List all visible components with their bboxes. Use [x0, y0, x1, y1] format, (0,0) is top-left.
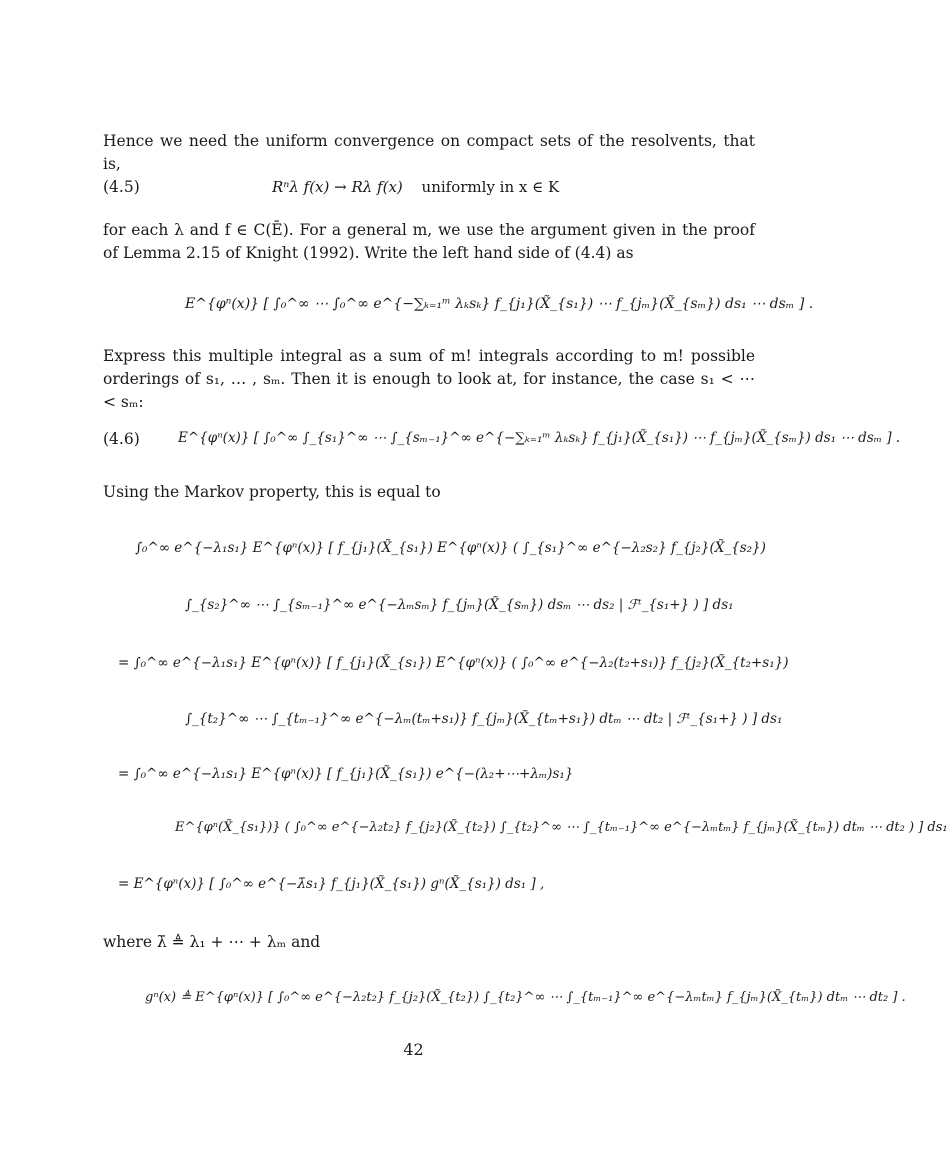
- intro-paragraph: Hence we need the uniform convergence on compact sets of the resolvents, that is,: [103, 132, 755, 173]
- paragraph-orderings: Express this multiple integral as a sum of m! integrals according to m! possible orderings of s₁, … , sₘ. Then it is enough to look at, for instance, the case s₁ < ⋯ < sₘ:: [103, 347, 755, 411]
- derivation-line-7: = E^{φⁿ(x)} [ ∫₀^∞ e^{−λ̄s₁} f_{j₁}(X̃_{s₁}) gⁿ(X̃_{s₁}) ds₁ ] ,: [118, 876, 545, 892]
- derivation-line-2: ∫_{s₂}^∞ ⋯ ∫_{sₘ₋₁}^∞ e^{−λₘsₘ} f_{jₘ}(X̃_{sₘ}) dsₘ ⋯ ds₂ | ℱᵗ_{s₁+} ) ] ds₁: [185, 597, 734, 613]
- derivation-line-4: ∫_{t₂}^∞ ⋯ ∫_{tₘ₋₁}^∞ e^{−λₘ(tₘ+s₁)} f_{jₘ}(X̃_{tₘ+s₁}) dtₘ ⋯ dt₂ | ℱᵗ_{s₁+} ) ] ds₁: [185, 711, 783, 727]
- page-number: 42: [403, 1040, 424, 1059]
- equation-4-5: [272, 178, 559, 196]
- derivation-line-6: E^{φⁿ(X̃_{s₁})} ( ∫₀^∞ e^{−λ₂t₂} f_{j₂}(X̃_{t₂}) ∫_{t₂}^∞ ⋯ ∫_{tₘ₋₁}^∞ e^{−λₘtₘ} f_{jₘ}(X̃_{tₘ}) dtₘ ⋯ dt₂ ) ] ds₁: [175, 820, 948, 835]
- equation-number-4-5: (4.5): [103, 178, 140, 196]
- paragraph-markov: Using the Markov property, this is equal to: [103, 483, 441, 501]
- paragraph-lemma-reference: for each λ and f ∈ C(Ē). For a general m, we use the argument given in the proof of Lemma 2.15 of Knight (1992). Write the left hand side of (4.4) as: [103, 221, 755, 262]
- derivation-line-5: = ∫₀^∞ e^{−λ₁s₁} E^{φⁿ(x)} [ f_{j₁}(X̃_{s₁}) e^{−(λ₂+⋯+λₘ)s₁}: [118, 766, 574, 782]
- equation-number-4-6: (4.6): [103, 430, 140, 448]
- equation-4-6: E^{φⁿ(x)} [ ∫₀^∞ ∫_{s₁}^∞ ⋯ ∫_{sₘ₋₁}^∞ e^{−∑ₖ₌₁ᵐ λₖsₖ} f_{j₁}(X̃_{s₁}) ⋯ f_{jₘ}(X̃_{sₘ}) ds₁ ⋯ dsₘ ] .: [178, 430, 901, 446]
- equation-g-n: gⁿ(x) ≜ E^{φⁿ(x)} [ ∫₀^∞ e^{−λ₂t₂} f_{j₂}(X̃_{t₂}) ∫_{t₂}^∞ ⋯ ∫_{tₘ₋₁}^∞ e^{−λₘtₘ} f_{jₘ}(X̃_{tₘ}) dtₘ ⋯ dt₂ ] .: [145, 990, 906, 1005]
- derivation-line-1: ∫₀^∞ e^{−λ₁s₁} E^{φⁿ(x)} [ f_{j₁}(X̃_{s₁}) E^{φⁿ(x)} ( ∫_{s₁}^∞ e^{−λ₂s₂} f_{j₂}(X̃_{s₂}): [135, 540, 766, 556]
- derivation-line-3: = ∫₀^∞ e^{−λ₁s₁} E^{φⁿ(x)} [ f_{j₁}(X̃_{s₁}) E^{φⁿ(x)} ( ∫₀^∞ e^{−λ₂(t₂+s₁)} f_{j₂}(X̃_{t₂+s₁}): [118, 655, 789, 671]
- equation-lhs-4-4: E^{φⁿ(x)} [ ∫₀^∞ ⋯ ∫₀^∞ e^{−∑ₖ₌₁ᵐ λₖsₖ} f_{j₁}(X̃_{s₁}) ⋯ f_{jₘ}(X̃_{sₘ}) ds₁ ⋯ dsₘ ] .: [185, 296, 814, 312]
- paragraph-lambda-bar: where λ̄ ≜ λ₁ + ⋯ + λₘ and: [103, 933, 321, 951]
- equation-4-5-expression: Rⁿλ f(x) → Rλ f(x): [272, 178, 403, 196]
- equation-4-5-condition: uniformly in x ∈ K: [421, 178, 560, 196]
